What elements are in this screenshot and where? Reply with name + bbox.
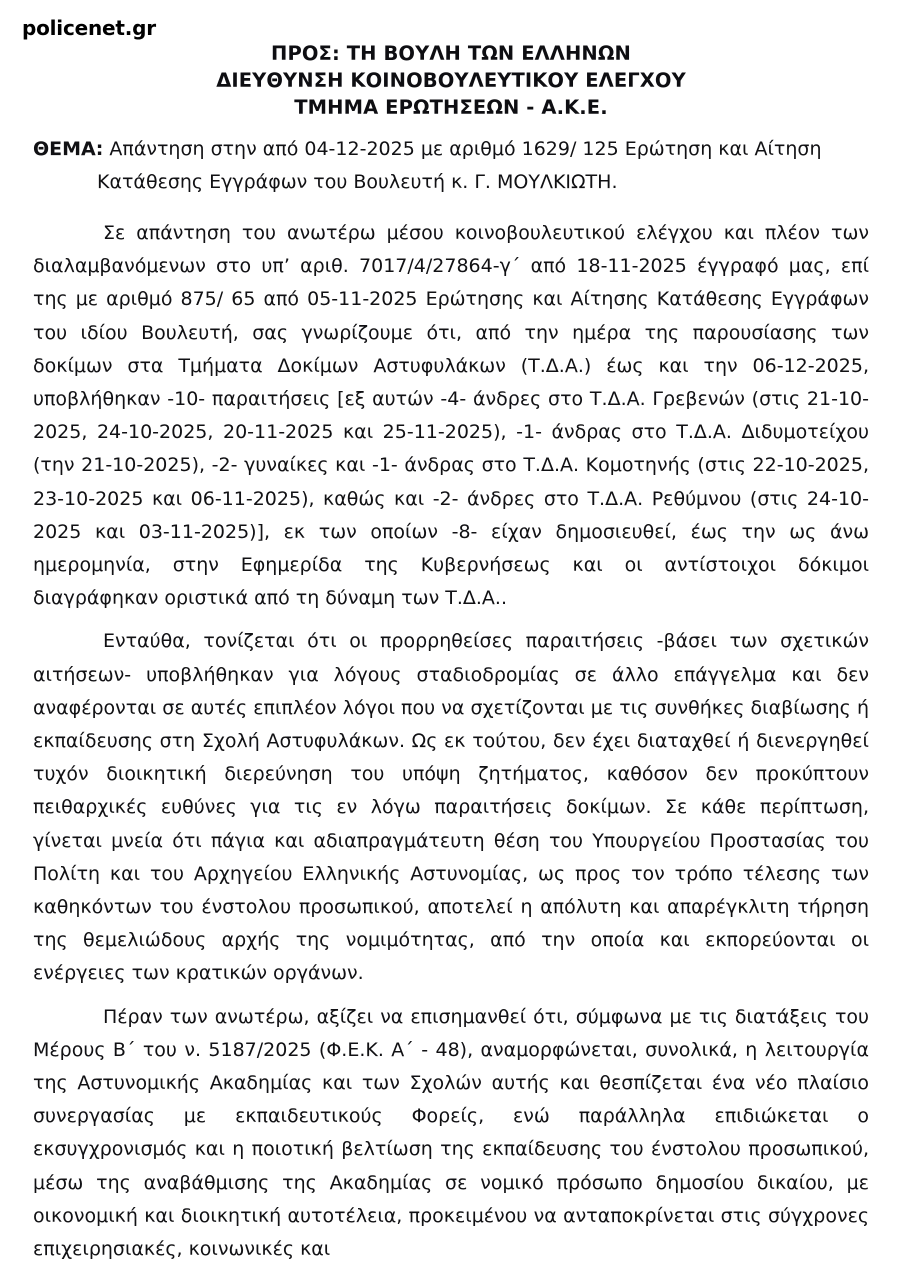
subject-line-2: Κατάθεσης Εγγράφων του Βουλευτή κ. Γ. ΜΟΥΛΚΙΩΤΗ. [97, 171, 618, 193]
body-paragraph-3: Πέραν των ανωτέρω, αξίζει να επισημανθεί ότι, σύμφωνα με τις διατάξεις του Μέρους Β΄ του ν. 5187/2025 (Φ.Ε.Κ. Α΄ - 48), αναμορφώνεται, συνολικά, η λειτουργία της Αστυνομικής Ακαδημίας και των Σχολών αυτής και θεσπίζεται ένα νέο πλαίσιο συνεργασίας με εκπαιδευτικούς Φορείς, ενώ παράλληλα επιδιώκεται ο εκσυγχρονισμός και η ποιοτική βελτίωση της εκπαίδευσης του ένστολου προσωπικού, μέσω της αναβάθμισης της Ακαδημίας σε νομικό πρόσωπο δημοσίου δικαίου, με οικονομική και διοικητική αυτοτέλεια, προκειμένου να ανταποκρίνεται στις σύγχρονες επιχειρησιακές, κοινωνικές και [33, 1005, 869, 1261]
body-paragraph-1: Σε απάντηση του ανωτέρω μέσου κοινοβουλευτικού ελέγχου και πλέον των διαλαμβανόμενων στο υπ’ αριθ. 7017/4/27864-γ΄ από 18-11-2025 έγγραφό μας, επί της με αριθμό 875/ 65 από 05-11-2025 Ερώτησης και Αίτησης Κατάθεσης Εγγράφων του ιδίου Βουλευτή, σας γνωρίζουμε ότι, από την ημέρα της παρουσίασης των δοκίμων στα Τμήματα Δοκίμων Αστυφυλάκων (Τ.Δ.Α.) έως και την 06-12-2025, υποβλήθηκαν -10- παραιτήσεις [εξ αυτών -4- άνδρες στο Τ.Δ.Α. Γρεβενών (στις 21-10-2025, 24-10-2025, 20-11-2025 και 25-11-2025), -1- άνδρας στο Τ.Δ.Α. Διδυμοτείχου (την 21-10-2025), -2- γυναίκες και -1- άνδρας στο Τ.Δ.Α. Κομοτηνής (στις 22-10-2025, 23-10-2025 και 06-11-2025), καθώς και -2- άνδρες στο Τ.Δ.Α. Ρεθύμνου (στις 24-10-2025 και 03-11-2025)], εκ των οποίων -8- είχαν δημοσιευθεί, έως την ως άνω ημερομηνία, στην Εφημερίδα της Κυβερνήσεως και οι αντίστοιχοι δόκιμοι διαγράφηκαν οριστικά από τη δύναμη των Τ.Δ.Α.. [33, 222, 869, 610]
subject-label: ΘΕΜΑ: [33, 138, 104, 160]
recipient-header [0, 40, 902, 121]
header-line-3: ΤΜΗΜΑ ΕΡΩΤΗΣΕΩΝ - Α.Κ.Ε. [294, 96, 608, 119]
subject-block [33, 133, 869, 199]
header-line-2: ΔΙΕΥΘΥΝΣΗ ΚΟΙΝΟΒΟΥΛΕΥΤΙΚΟΥ ΕΛΕΓΧΟΥ [216, 69, 686, 92]
document-body [33, 133, 869, 1266]
header-line-1: ΠΡΟΣ: ΤΗ ΒΟΥΛΗ ΤΩΝ ΕΛΛΗΝΩΝ [271, 42, 631, 65]
subject-line-1: Απάντηση στην από 04-12-2025 με αριθμό 1629/ 125 Ερώτηση και Αίτηση [109, 138, 822, 160]
site-watermark: policenet.gr [22, 16, 156, 40]
body-paragraph-2: Ενταύθα, τονίζεται ότι οι προρρηθείσες παραιτήσεις -βάσει των σχετικών αιτήσεων- υποβλήθηκαν για λόγους σταδιοδρομίας σε άλλο επάγγελμα και δεν αναφέρονται σε αυτές επιπλέον λόγοι που να σχετίζονται με τις συνθήκες διαβίωσης ή εκπαίδευσης στη Σχολή Αστυφυλάκων. Ως εκ τούτου, δεν έχει διαταχθεί ή διενεργηθεί τυχόν διοικητική διερεύνηση του υπόψη ζητήματος, καθόσον δεν προκύπτουν πειθαρχικές ευθύνες για τις εν λόγω παραιτήσεις δοκίμων. Σε κάθε περίπτωση, γίνεται μνεία ότι πάγια και αδιαπραγμάτευτη θέση του Υπουργείου Προστασίας του Πολίτη και του Αρχηγείου Ελληνικής Αστυνομίας, ως προς τον τρόπο τέλεσης των καθηκόντων του ένστολου προσωπικού, αποτελεί η απόλυτη και απαρέγκλιτη τήρηση της θεμελιώδους αρχής της νομιμότητας, από την οποία και εκπορεύονται οι ενέργειες των κρατικών οργάνων. [33, 630, 869, 985]
